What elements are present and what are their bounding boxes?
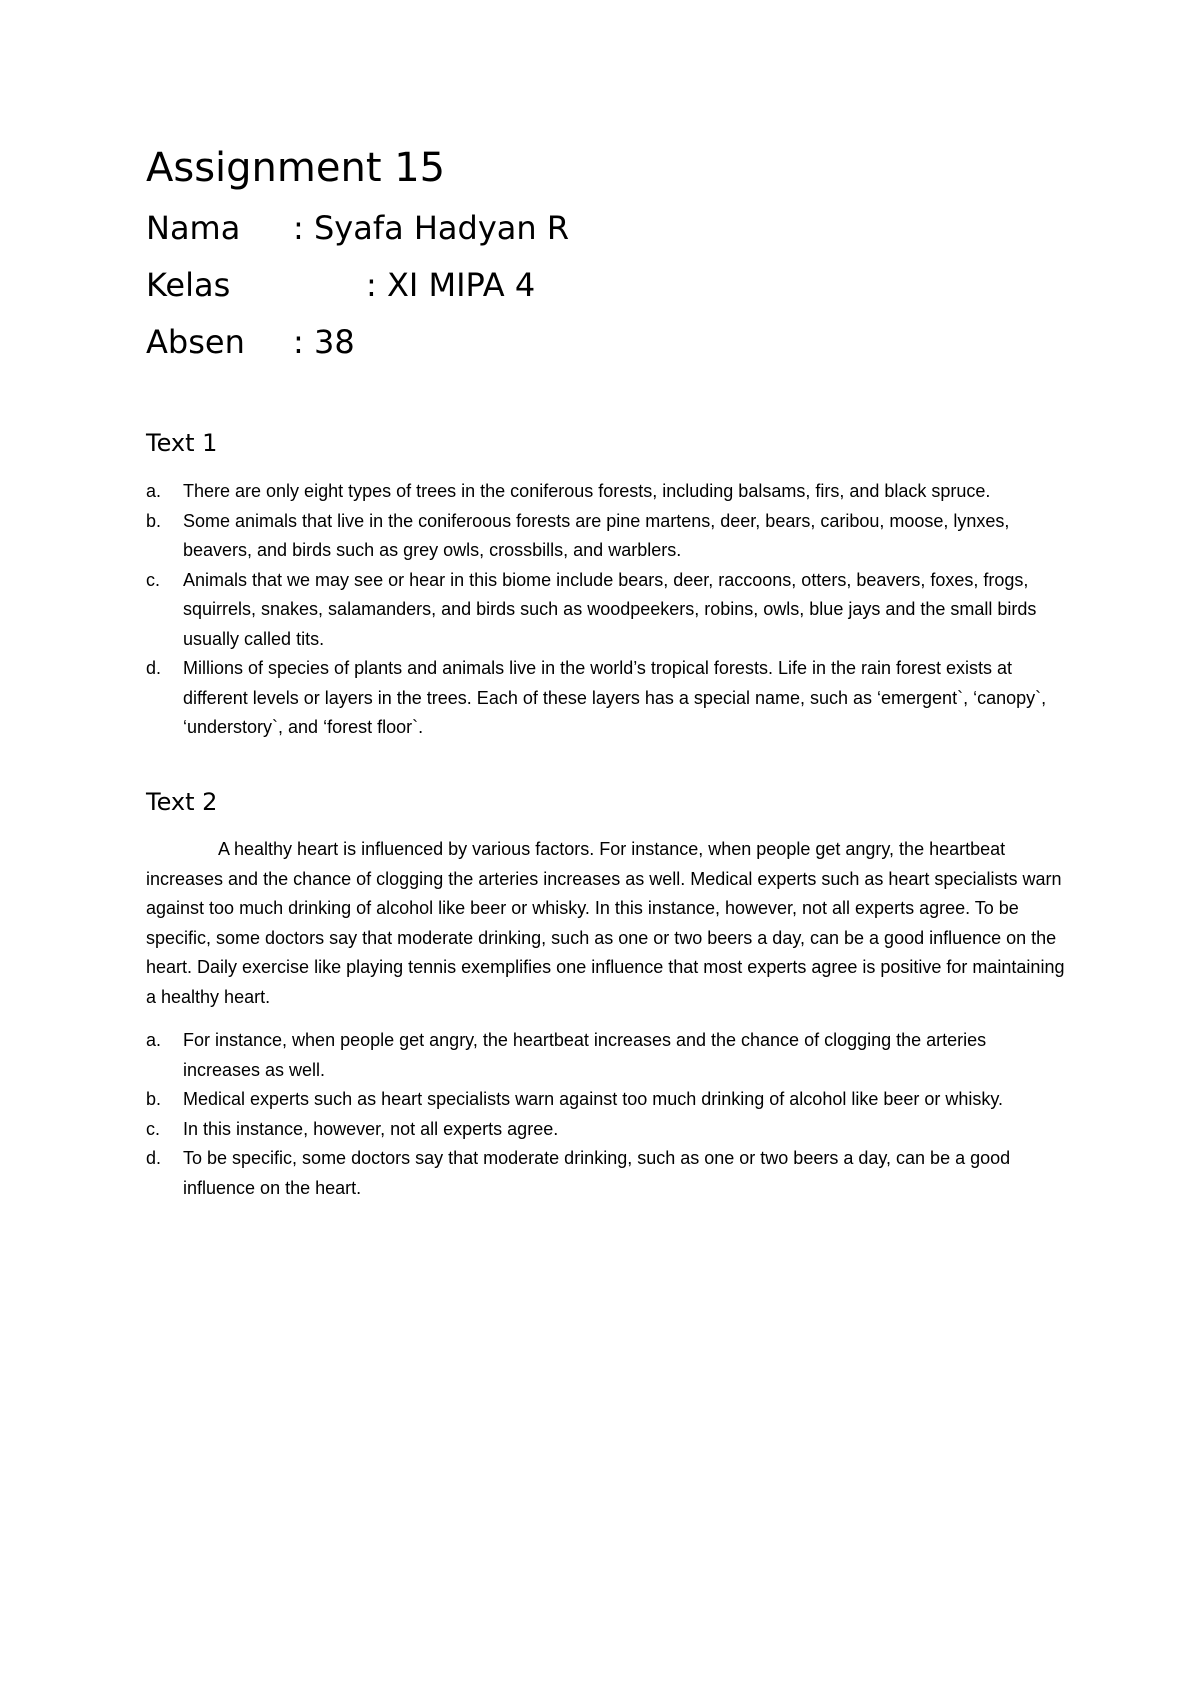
text-2-list [146, 1026, 1066, 1203]
list-item [146, 1115, 1066, 1145]
info-row-nama [146, 208, 570, 248]
list-item [146, 1144, 1066, 1203]
text-1-list [146, 477, 1066, 743]
info-row-absen [146, 322, 355, 362]
info-label-kelas: Kelas [146, 266, 231, 304]
info-value-kelas: : XI MIPA 4 [366, 266, 536, 304]
list-item [146, 1085, 1066, 1115]
info-label-absen: Absen [146, 323, 245, 361]
list-item-text: Medical experts such as heart specialists warn against too much drinking of alcohol like beer or whisky. [183, 1089, 1004, 1109]
list-item [146, 566, 1066, 655]
section-heading-text-1: Text 1 [146, 429, 218, 457]
list-marker: d. [146, 1148, 162, 1168]
list-item-text: Millions of species of plants and animals live in the world’s tropical forests. Life in the rain forest exists at different levels or layers in the trees. Each of these layers has a special name, such as ‘emergent`, ‘canopy`, ‘understory`, and ‘forest floor`. [183, 658, 1047, 737]
list-marker: a. [146, 1030, 162, 1050]
list-item-text: To be specific, some doctors say that moderate drinking, such as one or two beers a day, can be a good influence on the heart. [183, 1148, 1011, 1198]
info-row-kelas [146, 265, 536, 305]
list-item [146, 507, 1066, 566]
list-item-text: For instance, when people get angry, the heartbeat increases and the chance of clogging the arteries increases as well. [183, 1030, 987, 1080]
text-2-paragraph: A healthy heart is influenced by various factors. For instance, when people get angry, the heartbeat increases and the chance of clogging the arteries increases as well. Medical experts such as heart specialists warn against too much drinking of alcohol like beer or whisky. In this instance, however, not all experts agree. To be specific, some doctors say that moderate drinking, such as one or two beers a day, can be a good influence on the heart. Daily exercise like playing tennis exemplifies one influence that most experts agree is positive for maintaining a healthy heart. [146, 839, 1065, 1007]
list-item-text: There are only eight types of trees in the coniferous forests, including balsams, firs, and black spruce. [183, 481, 991, 501]
info-value-absen: : 38 [293, 323, 355, 361]
list-item [146, 477, 1066, 507]
list-item-text: Animals that we may see or hear in this biome include bears, deer, raccoons, otters, beavers, foxes, frogs, squirrels, snakes, salamanders, and birds such as woodpeekers, robins, owls, blue jays and the small birds usually called tits. [183, 569, 1037, 649]
list-marker: d. [146, 658, 162, 678]
list-item [146, 1026, 1066, 1085]
info-value-nama: : Syafa Hadyan R [293, 209, 570, 247]
list-item-text: Some animals that live in the coniferoous forests are pine martens, deer, bears, caribou, moose, lynxes, beavers, and birds such as grey owls, crossbills, and warblers. [183, 510, 1010, 560]
list-item [146, 654, 1066, 743]
list-marker: a. [146, 481, 162, 501]
list-marker: c. [146, 1118, 161, 1139]
info-label-nama: Nama [146, 209, 241, 247]
section-heading-text-2: Text 2 [146, 788, 218, 816]
list-marker: b. [146, 510, 162, 531]
document-title: Assignment 15 [146, 145, 446, 191]
list-marker: b. [146, 1089, 162, 1109]
list-marker: c. [146, 569, 161, 590]
list-item-text: In this instance, however, not all experts agree. [183, 1118, 559, 1139]
